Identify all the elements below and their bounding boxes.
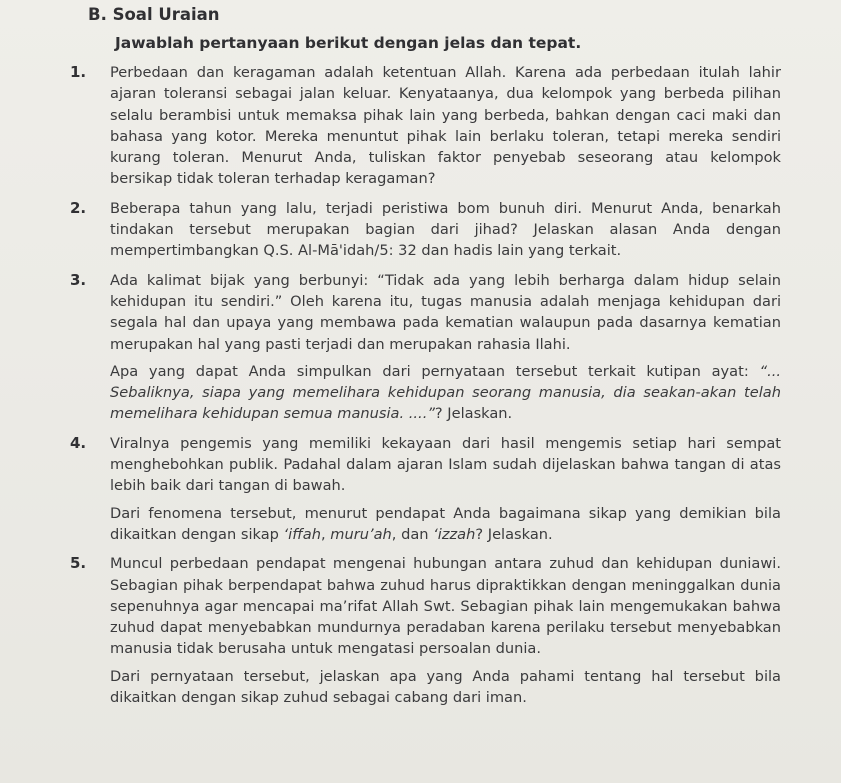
- question-5: [70, 553, 781, 708]
- question-body: [110, 62, 781, 190]
- question-body: [110, 198, 781, 262]
- question-paragraph: Muncul perbedaan pendapat mengenai hubungan antara zuhud dan kehidupan duniawi. Sebagian pihak berpendapat bahwa zuhud harus dipraktikkan dengan meninggalkan dunia sepenuhnya agar mencapai ma’rifat Allah Swt. Sebagian pihak lain mengemukakan bahwa zuhud dapat menyebabkan mundurnya peradaban karena perilaku tersebut menyebabkan manusia tidak berusaha untuk mengatasi persoalan dunia.: [110, 555, 781, 658]
- question-number: 5.: [70, 554, 87, 573]
- quoted-verse: “... Sebaliknya, siapa yang memelihara kehidupan seorang manusia, dia seakan-akan telah memelihara kehidupan semua manusia. ....”: [110, 362, 781, 423]
- instruction-text: Jawablah pertanyaan berikut dengan jelas dan tepat.: [115, 34, 582, 52]
- question-prompt: [110, 361, 781, 425]
- prompt-text-end: ? Jelaskan.: [434, 405, 513, 423]
- question-number: 2.: [70, 198, 87, 217]
- question-4: [70, 433, 781, 545]
- question-paragraph: Perbedaan dan keragaman adalah ketentuan Allah. Karena ada perbedaan itulah lahir ajaran toleransi sebagai jalan keluar. Kenyataanya, dua kelompok yang berbeda pilihan selalu berambisi untuk memaksa pihak lain yang berbeda, bahkan dengan caci maki dan bahasa yang kotor. Mereka menuntut pihak lain berlaku toleran, tetapi mereka sendiri kurang toleran. Menurut Anda, tuliskan faktor penyebab seseorang atau kelompok bersikap tidak toleran terhadap keragaman?: [110, 64, 781, 188]
- question-prompt: Dari pernyataan tersebut, jelaskan apa yang Anda pahami tentang hal tersebut bila dikaitkan dengan sikap zuhud sebagai cabang dari iman.: [110, 667, 781, 707]
- term-muruah: muru’ah: [330, 525, 392, 543]
- separator: , dan: [391, 525, 434, 543]
- question-number: 3.: [70, 270, 87, 289]
- question-2: [70, 198, 781, 262]
- question-paragraph: Ada kalimat bijak yang berbunyi: “Tidak ada yang lebih berharga dalam hidup selain kehidupan itu sendiri.” Oleh karena itu, tugas manusia adalah menjaga kehidupan dari segala hal dan upaya yang membawa pada kematian walaupun pada dasarnya kematian merupakan hal yang pasti terjadi dan merupakan rahasia Ilahi.: [110, 271, 781, 353]
- question-number: 1.: [70, 63, 87, 81]
- term-izzah: ‘izzah: [433, 525, 476, 543]
- prompt-text: Dari fenomena tersebut, menurut pendapat Anda bagaimana sikap yang demikian bila dikaitkan dengan sikap: [110, 504, 781, 543]
- separator: ,: [320, 525, 331, 543]
- question-paragraph: Viralnya pengemis yang memiliki kekayaan dari hasil mengemis setiap hari sempat menghebohkan publik. Padahal dalam ajaran Islam sudah dijelaskan bahwa tangan di atas lebih baik dari tangan di bawah.: [110, 434, 781, 495]
- prompt-text-end: ? Jelaskan.: [475, 525, 553, 543]
- question-prompt: [110, 503, 781, 546]
- question-body: [110, 270, 781, 425]
- section-title: B. Soal Uraian: [88, 5, 220, 24]
- prompt-text: Apa yang dapat Anda simpulkan dari pernyataan tersebut terkait kutipan ayat:: [110, 362, 760, 380]
- question-number: 4.: [70, 433, 87, 452]
- question-1: [70, 62, 781, 190]
- question-body: [110, 553, 781, 708]
- question-paragraph: Beberapa tahun yang lalu, terjadi peristiwa bom bunuh diri. Menurut Anda, benarkah tindakan tersebut merupakan bagian dari jihad? Jelaskan alasan Anda dengan mempertimbangkan Q.S. Al-Mā'idah/5: 32 dan hadis lain yang terkait.: [110, 199, 781, 260]
- question-3: [70, 270, 781, 425]
- term-iffah: ‘iffah: [283, 525, 321, 543]
- question-body: [110, 433, 781, 545]
